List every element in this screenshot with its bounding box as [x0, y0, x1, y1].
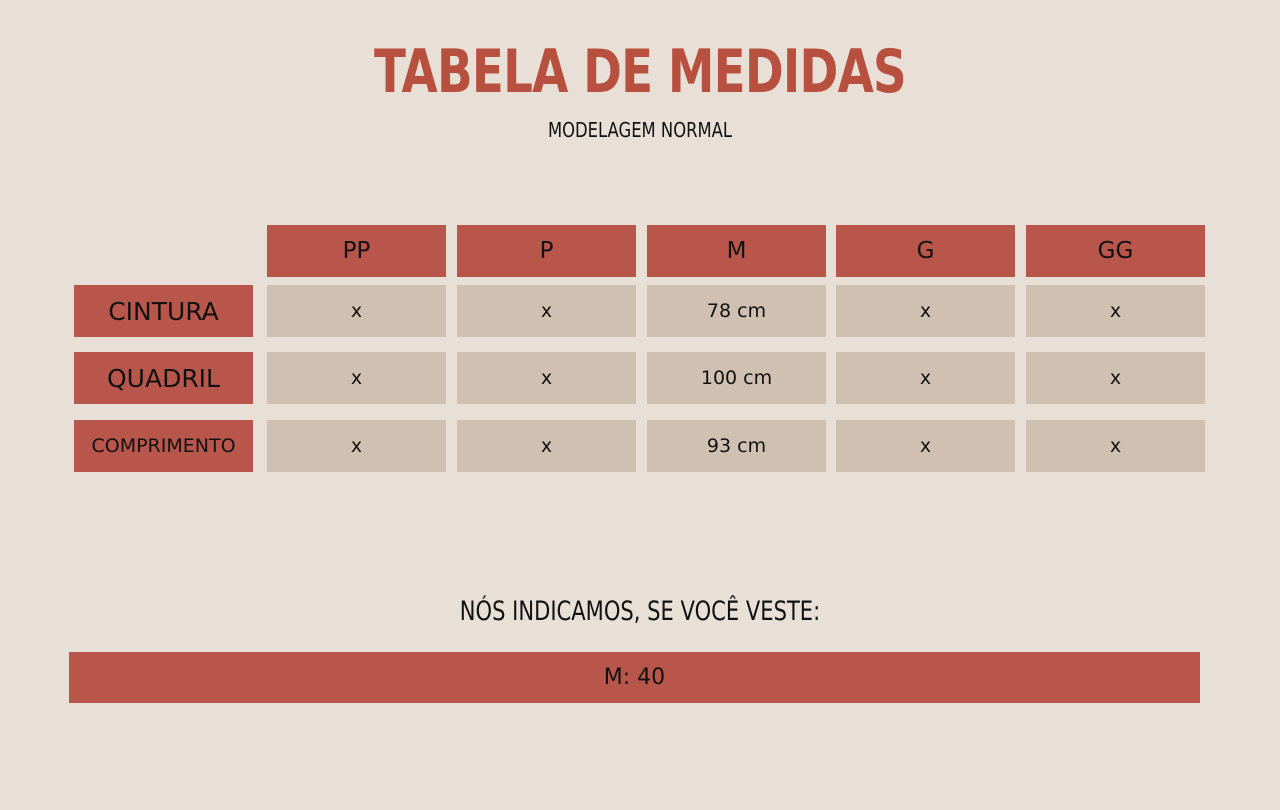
size-header-gg: GG: [1026, 225, 1205, 277]
table-cell: x: [1026, 352, 1205, 404]
table-cell: x: [1026, 285, 1205, 337]
table-cell: 93 cm: [647, 420, 826, 472]
table-cell: 78 cm: [647, 285, 826, 337]
recommendation-heading: NÓS INDICAMOS, SE VOCÊ VESTE:: [459, 596, 821, 627]
size-header-p: P: [457, 225, 636, 277]
row-label-cintura: CINTURA: [74, 285, 253, 337]
size-header-pp: PP: [267, 225, 446, 277]
table-cell: x: [1026, 420, 1205, 472]
table-cell: x: [836, 352, 1015, 404]
table-cell: x: [267, 352, 446, 404]
table-cell: x: [457, 420, 636, 472]
size-header-m: M: [647, 225, 826, 277]
size-header-g: G: [836, 225, 1015, 277]
row-label-comprimento: COMPRIMENTO: [74, 420, 253, 472]
table-cell: x: [836, 285, 1015, 337]
row-label-quadril: QUADRIL: [74, 352, 253, 404]
table-cell: x: [267, 285, 446, 337]
table-cell: 100 cm: [647, 352, 826, 404]
table-cell: x: [836, 420, 1015, 472]
table-cell: x: [267, 420, 446, 472]
table-cell: x: [457, 352, 636, 404]
table-cell: x: [457, 285, 636, 337]
recommendation-bar: M: 40: [69, 652, 1200, 703]
page-subtitle: MODELAGEM NORMAL: [547, 118, 733, 142]
page-title: TABELA DE MEDIDAS: [374, 37, 906, 107]
